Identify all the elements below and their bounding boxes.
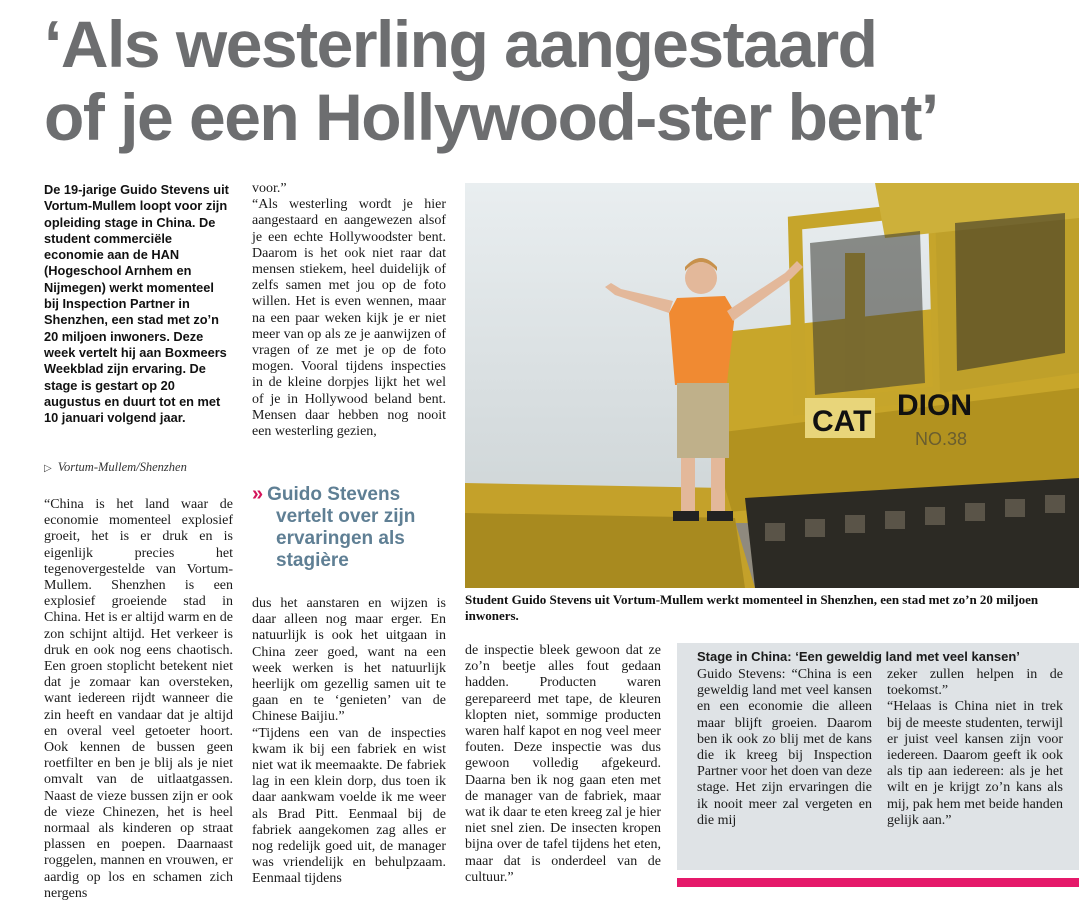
body-paragraph: dus het aanstaren en wijzen is daar alleen nog maar erger. En natuurlijk is ook het uitgaan in China zeer goed, want na een week werken is het natuurlijk heerlijk om gezellig samen uit te gaan en te ‘genieten’ van de Chinese Baijiu.”: [252, 596, 446, 725]
dateline: [44, 460, 244, 475]
body-paragraph: “Als westerling wordt je hier aangestaard en aangewezen alsof je een echte Hollywoodster bent. Daarom is het ook niet raar dat mensen stiekem, heel duidelijk of zelfs samen met jou op de foto willen. Het is even wennen, maar na een paar weken kijk je er niet meer van op als ze je aanwijzen of vragen of ze met je op de foto mogen. Vooral tijdens inspecties in de kleine dorpjes lijkt het wel of je in Hollywood beland bent. Mensen daar hebben nog nooit een westerling gezien,: [252, 197, 446, 440]
sidebar-title: Stage in China: ‘Een geweldig land met veel kansen’: [697, 649, 1020, 664]
plate-label: NO.38: [915, 429, 968, 449]
triangle-icon: ▷: [44, 463, 52, 474]
body-paragraph: voor.”: [252, 181, 287, 196]
sidebar-paragraph: Guido Stevens: “China is een geweldig land met veel kansen en een economie die alleen maar blijft groeien. Daarom ben ik ook zo blij met de kans die ik kreeg bij Inspection Partner voor het doen van deze stage. Het zijn ervaringen die ik nooit meer zal vergeten en die mij: [697, 667, 872, 828]
body-column-2-top: [252, 181, 446, 440]
photo-bulldozer: [465, 183, 1079, 588]
headline-line-2: of je een Hollywood-ster bent’: [44, 80, 938, 154]
body-column-2-bottom: [252, 596, 446, 888]
pull-quote: [252, 483, 452, 572]
sidebar-paragraph: zeker zullen helpen in de toekomst.”: [887, 667, 1063, 699]
sidebar-column-1: [697, 667, 872, 829]
cat-logo: CAT: [812, 405, 872, 438]
dion-label: DION: [897, 389, 972, 422]
headline: [44, 8, 1074, 154]
photo-caption: Student Guido Stevens uit Vortum-Mullem werkt momenteel in Shenzhen, een stad met zo’n 20 miljoen inwoners.: [465, 592, 1039, 623]
sidebar-box: [677, 643, 1079, 870]
body-paragraph: de inspectie bleek gewoon dat ze zo’n beetje alles fout gedaan hadden. Producten waren gerepareerd met tape, de kleuren klopten niet, sommige producten waren half kapot en nog veel meer fouten. Deze inspectie was dus gewoon volledig afgekeurd. Daarna ben ik nog gaan eten met de manager van de fabriek, maar wat ik daar te eten kreeg zal je hier niet snel zien. De insecten kropen bijna over de tafel tijdens het eten, maar dat is onderdeel van de cultuur.”: [465, 643, 661, 885]
body-column-3: [465, 643, 661, 886]
intro-lead: De 19-jarige Guido Stevens uit Vortum-Mullem loopt voor zijn opleiding stage in China. De student commerciële economie aan de HAN (Hogeschool Arnhem en Nijmegen) werkt momenteel bij Inspection Partner in Shenzhen, een stad met zo’n 20 miljoen inwoners. Deze week vertelt hij aan Boxmeers Weekblad zijn ervaring. De stage is gestart op 20 augustus en duurt tot en met 10 januari volgend jaar.: [44, 182, 229, 426]
chevron-icon: »: [252, 483, 264, 505]
pull-quote-text: Guido Stevens vertelt over zijn ervaringen als stagière: [267, 484, 416, 571]
accent-bar: [677, 878, 1079, 887]
sidebar-paragraph: “Helaas is China niet in trek bij de meeste studenten, terwijl er juist veel kansen zijn voor iedereen. Daarom geeft ik ook als tip aan iedereen: als je het wilt en je krijgt zo’n kans als mij, pak hem met beide handen gelijk aan.”: [887, 699, 1063, 828]
dateline-text: Vortum-Mullem/Shenzhen: [57, 460, 187, 474]
body-paragraph: “China is het land waar de economie momenteel explosief groeit, het is er druk en is eigenlijk precies het tegenovergestelde van Vortum-Mullem. Shenzhen is een explosief groeiende stad in China. Het is er altijd warm en de zon schijnt altijd. Het verkeer is druk en ook nog eens chaotisch. Een groen stoplicht betekent niet dat je zomaar kan oversteken, want iedereen rijdt wanneer die zin heeft en vandaar dat je altijd en overal veel getoeter hoort. Ook kennen de bussen geen roetfilter en ben je blij als je niet omvalt van de uitlaatgassen. Naast de vieze bussen zijn er ook de vieze Chinezen, het is heel normaal als kinderen op straat plassen en poepen. Daarnaast roggelen, mannen en vrouwen, er aardig op los en schamen zich nergens: [44, 497, 233, 901]
body-paragraph: “Tijdens een van de inspecties kwam ik bij een fabriek en wist niet wat ik meemaakte. De fabriek lag in een klein dorp, dus toen ik daar aankwam voelde ik me weer als Brad Pitt. Eenmaal bij de fabriek aangekomen zag alles er nog redelijk goed uit, de manager was vriendelijk en behulpzaam. Eenmaal tijdens: [252, 725, 446, 887]
body-column-1: [44, 497, 233, 902]
headline-line-1: ‘Als westerling aangestaard: [44, 7, 877, 81]
sidebar-column-2: [887, 667, 1063, 829]
